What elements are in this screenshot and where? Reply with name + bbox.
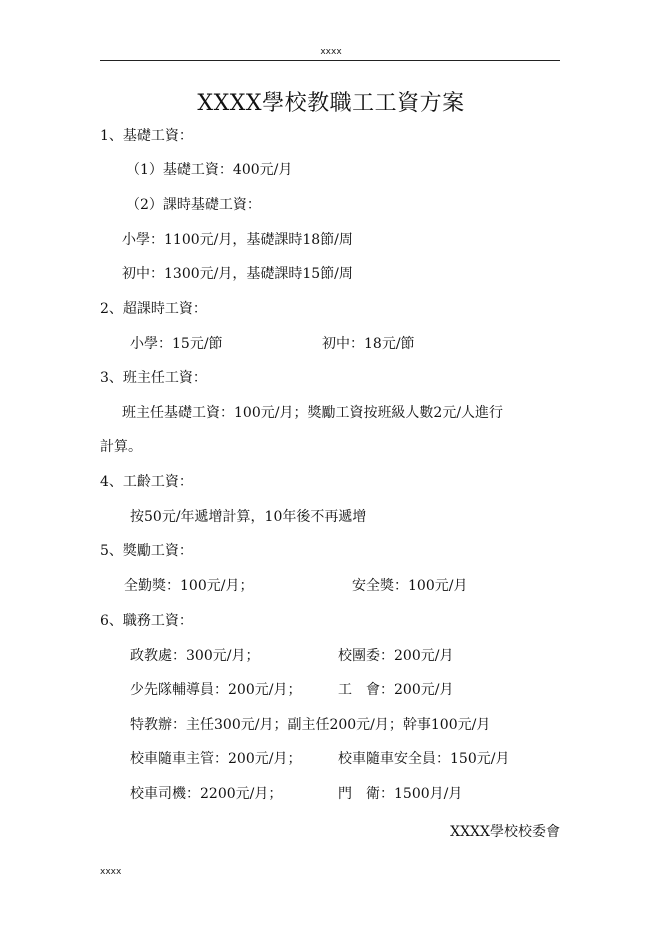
section-4-heading: 4、工齡工資： (100, 474, 193, 490)
overtime-primary: 小學：15元/節 (130, 336, 223, 352)
overtime-junior: 初中：18元/節 (322, 336, 415, 352)
position-bus-safety-officer: 校車隨車安全員：150元/月 (338, 751, 510, 767)
section-3-heading: 3、班主任工資： (100, 370, 207, 386)
seniority-line: 按50元/年遞增計算，10年後不再遞增 (130, 509, 367, 525)
page-footer: xxxx (100, 867, 122, 877)
primary-school-line: 小學：1100元/月，基礎課時18節/周 (122, 232, 353, 248)
section-6-heading: 6、職務工資： (100, 613, 193, 629)
section-5-heading: 5、獎勵工資： (100, 543, 193, 559)
section-2-heading: 2、超課時工資： (100, 301, 207, 317)
class-teacher-line-1: 班主任基礎工資：100元/月；獎勵工資按班級人數2元/人進行 (122, 405, 504, 421)
safety-bonus: 安全獎：100元/月 (352, 578, 468, 594)
position-youth-league: 校團委：200元/月 (338, 648, 454, 664)
position-special-education: 特教辦：主任300元/月；副主任200元/月；幹事100元/月 (130, 717, 491, 733)
attendance-bonus: 全勤獎：100元/月； (124, 578, 254, 594)
signature: XXXX學校校委會 (450, 824, 560, 840)
junior-high-line: 初中：1300元/月，基礎課時15節/周 (122, 266, 353, 282)
position-pioneer-counselor: 少先隊輔導員：200元/月； (130, 682, 302, 698)
position-bus-supervisor: 校車隨車主管：200元/月； (130, 751, 302, 767)
class-teacher-line-2: 計算。 (100, 439, 142, 455)
lesson-base-wage-line: （2）課時基礎工資： (126, 197, 261, 213)
section-1-heading: 1、基礎工資： (100, 128, 193, 144)
header-rule (100, 60, 560, 61)
position-political-office: 政教處：300元/月； (130, 648, 260, 664)
basic-wage-line: （1）基礎工資：400元/月 (126, 162, 293, 178)
page-header: xxxx (320, 47, 342, 57)
position-union: 工 會：200元/月 (338, 682, 454, 698)
position-guard: 門 衛：1500月/月 (338, 786, 463, 802)
position-bus-driver: 校車司機：2200元/月； (130, 786, 283, 802)
document-title: XXXX學校教職工工資方案 (197, 91, 465, 116)
